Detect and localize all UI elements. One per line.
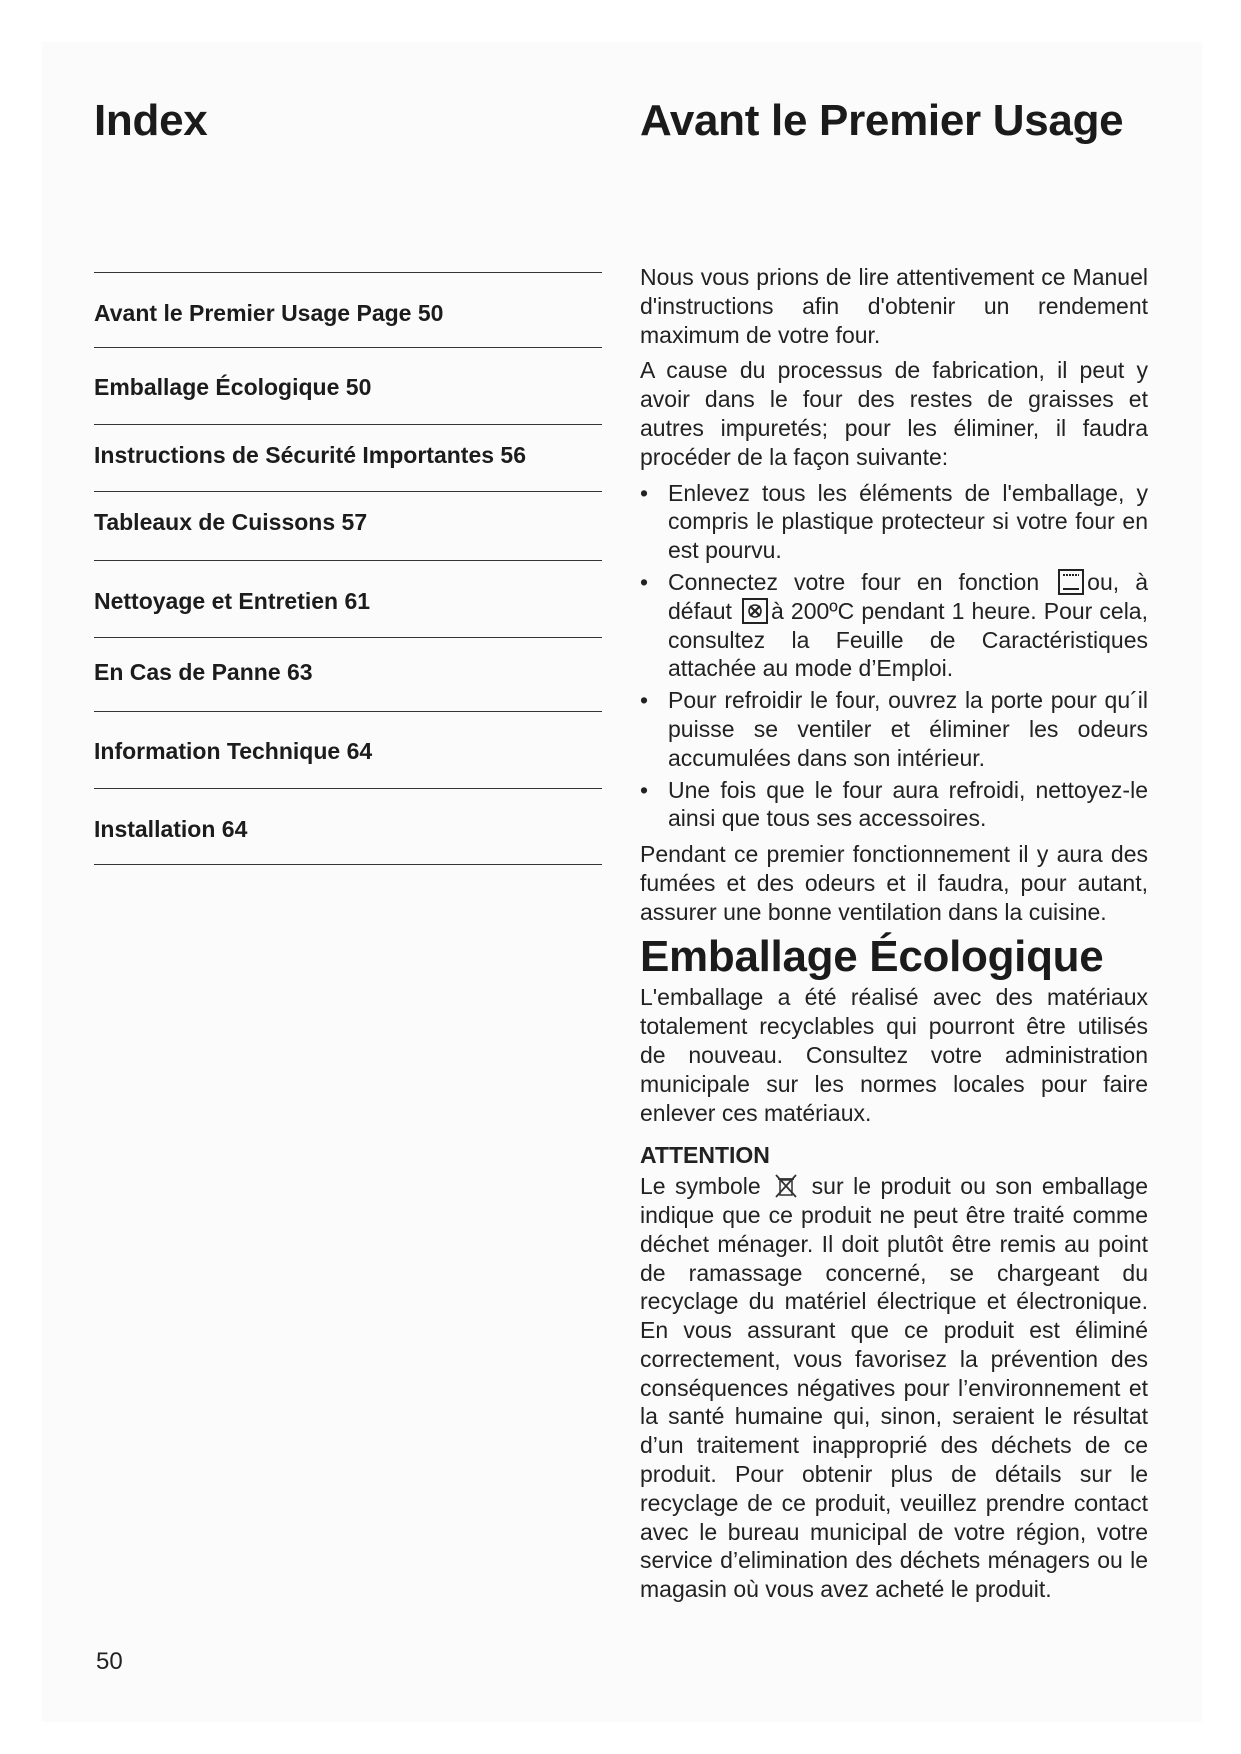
list-item: • Une fois que le four aura refroidi, nettoyez-le ainsi que tous ses accessoires. <box>640 776 1148 832</box>
right-column <box>640 263 1148 1611</box>
section-title-emballage: Emballage Écologique <box>640 931 1104 981</box>
crossed-bin-weee-icon <box>772 1172 800 1200</box>
section-title-avant: Avant le Premier Usage <box>640 96 1124 145</box>
toc-entry[interactable]: Information Technique 64 <box>94 711 602 788</box>
eco-paragraph: L'emballage a été réalisé avec des matériaux totalement recyclables qui pourront être utilisés de nouveau. Consultez votre administration municipale sur les normes locales pour faire enlever ces matériaux. <box>640 984 1148 1126</box>
bullet: • <box>640 687 649 714</box>
list-item: • Pour refroidir le four, ouvrez la porte pour qu´il puisse se ventiler et éliminer les odeurs accumulées dans son intérieur. <box>640 687 1148 771</box>
table-of-contents <box>94 272 602 865</box>
list-item: • Enlevez tous les éléments de l'emballage, y compris le plastique protecteur si votre four en est pourvu. <box>640 479 1148 564</box>
toc-entry[interactable]: En Cas de Panne 63 <box>94 637 602 711</box>
closing-paragraph: Pendant ce premier fonctionnement il y aura des fumées et des odeurs et il faudra, pour autant, assurer une bonne ventilation dans la cuisine. <box>640 841 1148 925</box>
intro-paragraph: Nous vous prions de lire attentivement ce Manuel d'instructions afin d'obtenir un rendement maximum de votre four. <box>640 264 1148 348</box>
oven-top-bottom-heat-icon <box>1057 568 1085 596</box>
preparation-steps <box>640 479 1148 834</box>
oven-fan-heat-icon <box>741 597 769 625</box>
toc-entry[interactable]: Emballage Écologique 50 <box>94 347 602 424</box>
bullet: • <box>640 568 649 595</box>
toc-entry[interactable]: Avant le Premier Usage Page 50 <box>94 272 602 347</box>
page-number: 50 <box>96 1648 123 1675</box>
toc-entry[interactable]: Instructions de Sécurité Importantes 56 <box>94 424 602 491</box>
toc-entry[interactable]: Tableaux de Cuissons 57 <box>94 491 602 560</box>
toc-entry[interactable]: Nettoyage et Entretien 61 <box>94 560 602 637</box>
weee-paragraph: Le symbole sur le produit ou son emballage indique que ce produit ne peut être traité comme déchet ménager. Il doit plutôt être remis au point de ramassage concerné, se chargeant du recyclage du matériel électrique et électronique. En vous assurant que ce produit est éliminé correctement, vous favorisez la prévention des conséquences négatives pour l’environnement et la santé humaine qui, sinon, seraient le résultat d’un traitement inapproprié des déchets de ce produit. Pour obtenir plus de détails sur le recyclage de ce produit, veuillez prendre contact avec le bureau municipal de votre région, votre service d’elimination des déchets ménagers ou le magasin où vous avez acheté le produit. <box>640 1173 1149 1603</box>
toc-bottom-rule <box>94 864 602 865</box>
cause-paragraph: A cause du processus de fabrication, il peut y avoir dans le four des restes de graisses et autres impuretés; pour les éliminer, il faudra procéder de la façon suivante: <box>640 357 1148 470</box>
bullet: • <box>640 776 649 803</box>
list-item: • Connectez votre four en fonction ou, à défaut à 200ºC pendant 1 heure. Pour cela, consultez la Feuille de Caractéristiques attachée au mode d’Emploi. <box>640 568 1148 682</box>
bullet: • <box>640 479 649 506</box>
attention-label: ATTENTION <box>640 1142 770 1169</box>
toc-entry[interactable]: Installation 64 <box>94 788 602 864</box>
index-title: Index <box>94 96 208 145</box>
